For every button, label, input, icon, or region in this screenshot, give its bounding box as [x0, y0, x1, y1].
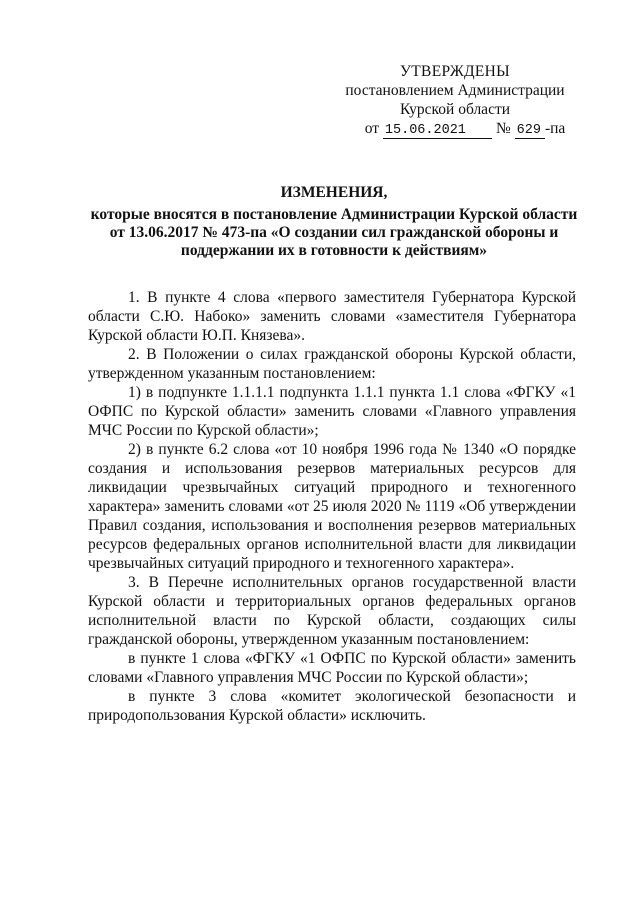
paragraph-4: 2) в пункте 6.2 слова «от 10 ноября 1996 года № 1340 «О порядке создания и использования резервов материальных ресурсов для ликвидации чрезвычайных ситуаций природного и техногенного характера» заменить словами «от 25 июля 2020 № 1119 «Об утверждении Правил создания, использования и восполнения резервов материальных ресурсов федеральных органов исполнительной власти для ликвидации чрезвычайных ситуаций природного и техногенного характера». — [88, 441, 576, 572]
paragraph-6: в пункте 1 слова «ФГКУ «1 ОФПС по Курской области» заменить словами «Главного управления МЧС России по Курской области»; — [88, 650, 576, 686]
number-suffix: -па — [544, 120, 566, 137]
approval-heading: УТВЕРЖДЕНЫ — [400, 63, 510, 80]
paragraph-2: 2. В Положении о силах гражданской обороны Курской области, утвержденном указанным постановлением: — [88, 346, 576, 382]
paragraph-1: 1. В пункте 4 слова «первого заместителя Губернатора Курской области С.Ю. Набоко» заменить словами «заместителя Губернатора Курской области Ю.П. Князева». — [88, 289, 576, 344]
title-line-2: от 13.06.2017 № 473-па «О создании сил гражданской обороны и — [109, 224, 559, 241]
approval-line-1: постановлением Администрации — [345, 82, 565, 99]
title-line-3: поддержании их в готовности к действиям» — [180, 242, 488, 259]
paragraph-3: 1) в подпункте 1.1.1.1 подпункта 1.1.1 пункта 1.1 слова «ФГКУ «1 ОФПС по Курской области» заменить словами «Главного управления МЧС России по Курской области»; — [88, 384, 576, 439]
approval-date: 15.06.2021 — [383, 123, 470, 139]
title-main: ИЗМЕНЕНИЯ, — [280, 184, 388, 201]
date-prefix: от — [364, 120, 380, 137]
title-line-1: которые вносятся в постановление Администрации Курской области — [90, 206, 578, 223]
document-body — [88, 288, 576, 725]
approval-number: 629 — [515, 123, 545, 139]
approval-date-line — [330, 119, 580, 140]
approval-line-2: Курской области — [399, 101, 511, 118]
number-prefix: № — [495, 120, 511, 137]
date-underline-filler — [470, 123, 492, 139]
document-title — [88, 184, 580, 260]
approval-stamp — [330, 62, 580, 140]
paragraph-5: 3. В Перечне исполнительных органов государственной власти Курской области и территориальных органов федеральных органов исполнительной власти по Курской области, создающих силы гражданской обороны, утвержденном указанным постановлением: — [88, 574, 576, 648]
paragraph-7: в пункте 3 слова «комитет экологической безопасности и природопользования Курской области» исключить. — [88, 688, 576, 724]
